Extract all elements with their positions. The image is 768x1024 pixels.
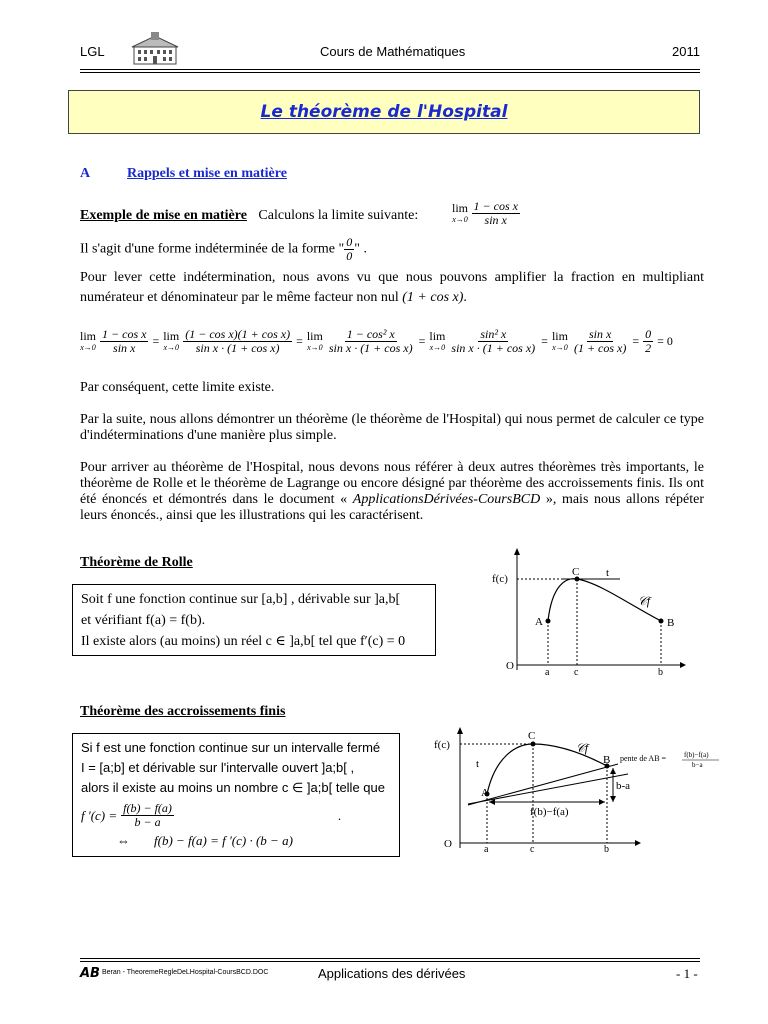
footer-page: - 1 - bbox=[676, 966, 698, 981]
eq-num-1: (1 − cos x)(1 + cos x) bbox=[185, 327, 291, 341]
taf-line-2: I = [a;b] et dérivable sur l'intervalle ouvert ]a;b[ , bbox=[81, 760, 355, 775]
example-heading: Exemple de mise en matière bbox=[80, 208, 247, 223]
label-Cf: 𝒞f bbox=[638, 594, 651, 608]
paragraph-4-doc: ApplicationsDérivées-CoursBCD bbox=[352, 492, 541, 507]
rolle-heading: Théorème de Rolle bbox=[80, 555, 193, 570]
example-line bbox=[80, 208, 418, 224]
form-den: 0 bbox=[346, 249, 353, 263]
label-A: A bbox=[535, 616, 543, 628]
page-title: Le théorème de l'Hospital bbox=[260, 102, 508, 122]
label-slope-den: b−a bbox=[692, 761, 703, 769]
footer-logo: AB bbox=[80, 966, 100, 981]
label-fc: f(c) bbox=[434, 739, 450, 751]
eq-final-num: 0 bbox=[645, 327, 652, 341]
label-slope-num: f(b)−f(a) bbox=[684, 751, 709, 759]
label-B: B bbox=[603, 754, 611, 766]
eq-den-4: (1 + cos x) bbox=[573, 341, 627, 355]
header-rule-2 bbox=[80, 72, 700, 73]
paragraph-3: Par la suite, nous allons démontrer un théorème (le théorème de l'Hospital) qui nous permet de calculer ce type d'indéterminations d'une manière plus simple. bbox=[80, 412, 704, 443]
label-fc: f(c) bbox=[492, 573, 508, 585]
taf-formula2: f(b) − f(a) = f ′(c) · (b − a) bbox=[154, 833, 293, 848]
eq-den-0: sin x bbox=[113, 341, 136, 355]
paragraph-1-factor: (1 + cos x) bbox=[402, 290, 464, 305]
curve bbox=[487, 744, 607, 794]
eq-den-2: sin x · (1 + cos x) bbox=[328, 341, 413, 355]
label-C: C bbox=[528, 730, 536, 742]
taf-formula-num: f(b) − f(a) bbox=[123, 801, 172, 815]
rolle-line-1: Soit f une fonction continue sur [a,b] , dérivable sur ]a,b[ bbox=[81, 592, 401, 607]
section-letter: A bbox=[80, 166, 91, 181]
label-O: O bbox=[444, 838, 452, 850]
label-slope: pente de AB = bbox=[620, 754, 667, 763]
eq-lim-4: lim bbox=[551, 328, 568, 343]
eq-final-den: 2 bbox=[645, 341, 652, 355]
taf-dot: . bbox=[337, 807, 342, 823]
form-text: Il s'agit d'une forme indéterminée de la forme bbox=[80, 241, 336, 257]
eq-lim-0: lim bbox=[80, 328, 97, 343]
label-O: O bbox=[506, 660, 514, 672]
paragraph-2: Par conséquent, cette limite existe. bbox=[80, 380, 275, 395]
label-a: a bbox=[484, 844, 489, 855]
label-t: t bbox=[476, 758, 480, 770]
label-b: b bbox=[658, 667, 663, 678]
label-fbfa: f(b)−f(a) bbox=[530, 806, 569, 818]
lim-den: sin x bbox=[484, 213, 507, 227]
taf-box bbox=[72, 733, 400, 857]
footer-rule-2 bbox=[80, 961, 700, 962]
rolle-line-3: Il existe alors (au moins) un réel c ∈ ]a,b[ tel que f′(c) = 0 bbox=[81, 634, 406, 649]
label-c: c bbox=[574, 667, 579, 678]
paragraph-4: Pour arriver au théorème de l'Hospital, nous devons nous référer à deux autres théorèmes très importants, le théorème de Rolle et le théorème de Lagrange ou encore désigné par théorème des accroissements finis. Ils ont été énoncés et démontrés dans le document « ApplicationsDérivées-CoursBCD », mais nous allons répéter leurs énoncés., ainsi que les illustrations qui les caractérisent. bbox=[80, 460, 705, 523]
eq-den-1: sin x · (1 + cos x) bbox=[195, 341, 280, 355]
lim-num: 1 − cos x bbox=[473, 199, 518, 213]
footer-center: Applications des dérivées bbox=[318, 966, 466, 981]
label-t: t bbox=[606, 567, 610, 579]
lim-text: lim bbox=[452, 200, 469, 215]
label-b: b bbox=[604, 844, 609, 855]
label-C: C bbox=[572, 566, 580, 578]
label-B: B bbox=[667, 617, 675, 629]
header-rule bbox=[80, 69, 700, 70]
equiv-icon: ⇔ bbox=[117, 833, 130, 848]
paragraph-1: Pour lever cette indétermination, nous avons vu que nous pouvons amplifier la fraction en multipliant numérateur et dénominateur par le même facteur non nul (1 + cos x). bbox=[80, 270, 704, 305]
header-left: LGL bbox=[80, 44, 105, 59]
example-intro: Calculons la limite suivante: bbox=[258, 208, 419, 223]
eq-lim-3: lim bbox=[429, 328, 446, 343]
footer-file: Beran - TheoremeRegleDeLHospital-CoursBCD.DOC bbox=[102, 969, 269, 976]
eq-num-4: sin x bbox=[588, 327, 612, 341]
eq-num-2: 1 − cos² x bbox=[346, 327, 395, 341]
tangent-line bbox=[468, 764, 618, 805]
label-Cf: 𝒞f bbox=[576, 741, 589, 755]
eq-result: = 0 bbox=[657, 334, 673, 348]
eq-den-3: sin x · (1 + cos x) bbox=[451, 341, 536, 355]
label-c: c bbox=[530, 844, 535, 855]
rolle-box bbox=[72, 584, 436, 656]
header-center: Cours de Mathématiques bbox=[320, 44, 466, 59]
eq-lim-1: lim bbox=[163, 328, 180, 343]
eq-sub-4: x→0 bbox=[552, 342, 568, 352]
eq-sub-0: x→0 bbox=[80, 342, 96, 352]
label-a: a bbox=[545, 667, 550, 678]
label-A: A bbox=[481, 787, 489, 799]
taf-formula-den: b − a bbox=[134, 815, 161, 829]
eq-num-3: sin² x bbox=[480, 327, 507, 341]
rolle-graph bbox=[480, 545, 690, 680]
form-num: 0 bbox=[346, 235, 353, 249]
eq-sub-1: x→0 bbox=[163, 342, 179, 352]
taf-formula-left: f ′(c) = bbox=[81, 807, 118, 823]
taf-heading: Théorème des accroissements finis bbox=[80, 704, 286, 719]
taf-line-3: alors il existe au moins un nombre c ∈ ]a;b[ telle que bbox=[81, 780, 385, 795]
section-title: Rappels et mise en matière bbox=[127, 166, 287, 181]
taf-line-1: Si f est une fonction continue sur un intervalle fermé bbox=[81, 740, 381, 755]
eq-lim-2: lim bbox=[306, 328, 323, 343]
label-ba: b-a bbox=[616, 780, 631, 792]
taf-graph bbox=[410, 718, 730, 858]
header-right: 2011 bbox=[672, 44, 700, 59]
example-limit bbox=[452, 200, 520, 227]
eq-num-0: 1 − cos x bbox=[102, 327, 147, 341]
lim-sub: x→0 bbox=[452, 214, 468, 224]
rolle-line-2: et vérifiant f(a) = f(b). bbox=[81, 613, 206, 628]
main-equation: lim x→0 $\frac{\text{1 − cos x}}{\text{sin x}}$ = lim x→0 $\frac{\text{(1 − cos x)(1 + cos x)}}{\text{sin x · (1 + cos x)}}$ = lim x→0 $\frac{\text{1 − cos² x}}{\text{sin x · (1 + cos x)}}$ = lim x→0 $\frac{\text{sin² x}}{\text{sin x · (1 + cos x)}}$ = lim x→0 $\frac{\text{sin x}}{\text{(1 + cos x)}}$ = $\frac{0}{2}$ = 0 bbox=[80, 327, 673, 355]
taf-formula bbox=[81, 802, 391, 829]
taf-formula-2 bbox=[117, 831, 391, 851]
school-logo bbox=[130, 30, 180, 66]
form-line: Il s'agit d'une forme indéterminée de la forme " $\frac{0}{0}$ " . bbox=[80, 235, 367, 263]
footer-rule bbox=[80, 958, 700, 959]
eq-sub-3: x→0 bbox=[429, 342, 446, 352]
eq-sub-2: x→0 bbox=[307, 342, 323, 352]
title-box bbox=[68, 90, 700, 134]
